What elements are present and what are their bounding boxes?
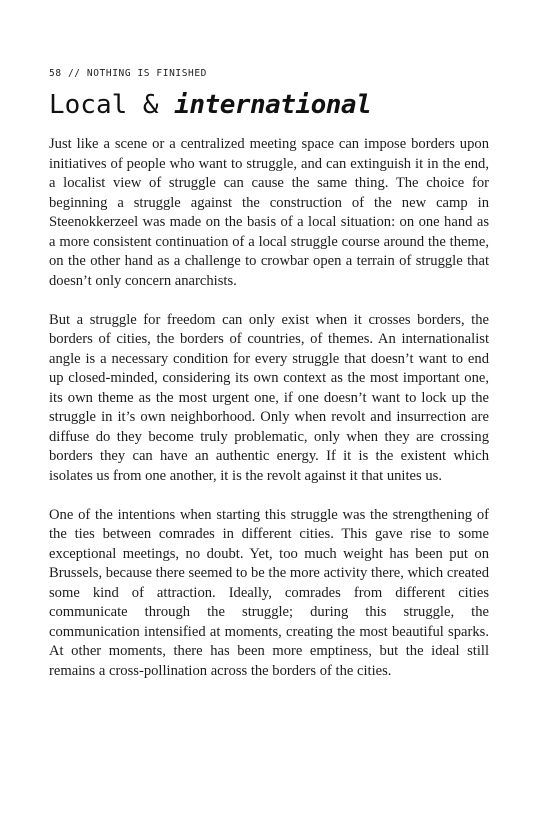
section-title-light: Local & — [49, 90, 175, 120]
section-title — [49, 89, 489, 121]
section-title-bold: international — [174, 90, 372, 120]
body-paragraph-3: One of the intentions when starting this struggle was the strengthening of the ties between comrades in different cities. This gave rise to some exceptional meetings, no doubt. Yet, too much weight has been put on Brussels, because there seemed to be the more activity there, which created some kind of attraction. Ideally, comrades from different cities communicate through the struggle; during this struggle, the communication intensified at moments, creating the most beautiful sparks. At other moments, there has been more emptiness, but the ideal still remains a cross-pollination across the borders of the cities. — [49, 506, 489, 679]
running-head: 58 // NOTHING IS FINISHED — [49, 68, 207, 79]
body-paragraph-2: But a struggle for freedom can only exist when it crosses borders, the borders of cities, the borders of countries, of themes. An internationalist angle is a necessary condition for every struggle that doesn’t want to end up closed-minded, considering its own context as the most important one, its own theme as the most urgent one, if one doesn’t want to lock up the struggle in it’s own neighborhood. Only when revolt and insurrection are diffuse do they become truly problematic, only when they are crossing borders they can have an authentic energy. If it is the existent which isolates us from one another, it is the revolt against it that unites us. — [49, 311, 489, 484]
body-paragraph-1: Just like a scene or a centralized meeting space can impose borders upon initiatives of people who want to struggle, and can extinguish it in the end, a localist view of struggle can cause the same thing. The choice for beginning a struggle against the construction of the new camp in Steenokkerzeel was made on the basis of a local situation: on one hand as a more consistent continuation of a local struggle course around the theme, on the other hand as a challenge to crowbar open a terrain of struggle that doesn’t only concern anarchists. — [49, 136, 489, 289]
book-page — [49, 68, 489, 701]
